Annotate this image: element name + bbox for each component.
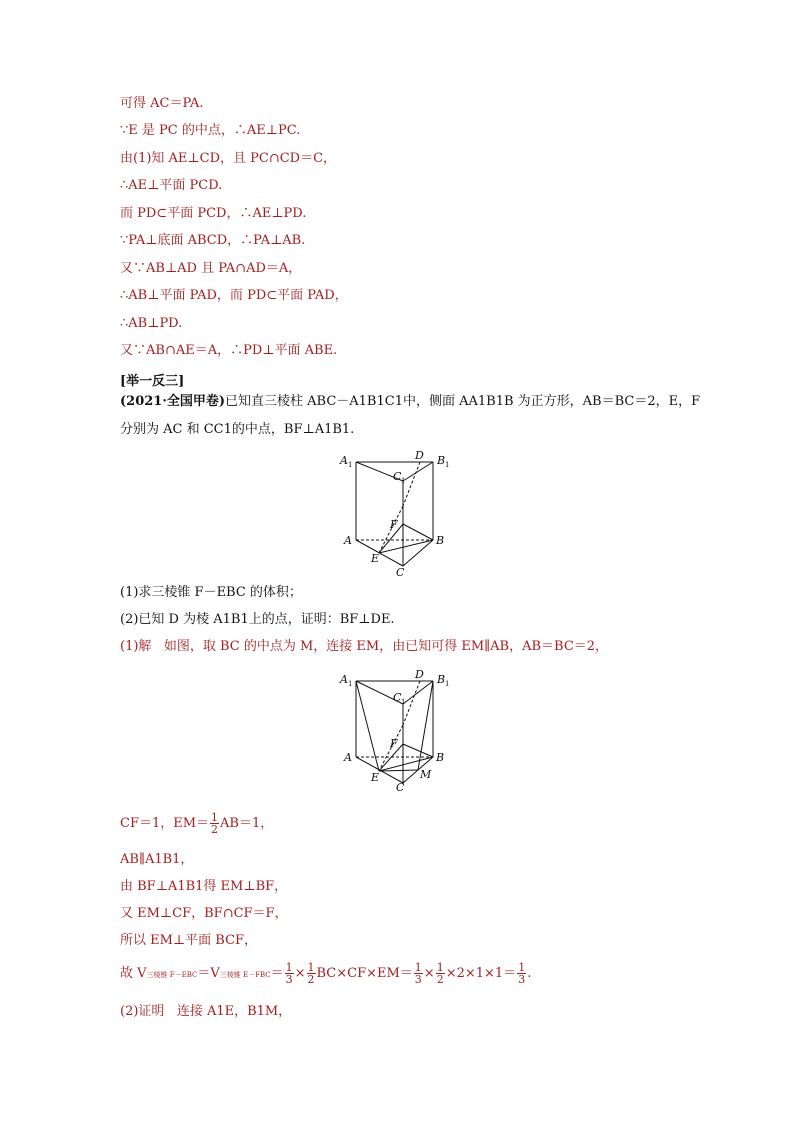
fraction-4-num: 1 [436, 961, 444, 974]
label-A: A [344, 751, 352, 764]
solution-1-text: 如图，取 BC 的中点为 M，连接 EM，由已知可得 EM∥AB，AB＝BC＝2， [163, 639, 609, 654]
edge-dc-hidden [403, 681, 420, 725]
label-C1: C [393, 691, 402, 704]
vol-sub2: 三棱锥 E－FBC [219, 971, 271, 979]
proof-line-9: ∴AB⊥PD. [120, 316, 183, 331]
label-B1: B [437, 673, 446, 686]
prism-figure-2 [338, 667, 456, 797]
volume-formula [120, 962, 531, 985]
label-A1: A [340, 454, 348, 467]
vol-x1: × [294, 966, 306, 981]
label-D: D [415, 668, 424, 681]
fraction-5-den: 3 [518, 973, 526, 986]
solution-1-head: (1)解 [120, 639, 152, 654]
label-A1-sub: 1 [348, 461, 353, 469]
label-C: C [396, 566, 405, 578]
vol-x2: × [423, 966, 435, 981]
question-1: (1)求三棱锥 F－EBC 的体积； [120, 585, 302, 600]
proof-line-3: 由(1)知 AE⊥CD，且 PC∩CD＝C， [120, 151, 337, 166]
solution-2-b: AB＝1， [220, 816, 274, 831]
label-B1: B [437, 454, 446, 467]
example-stem-2: 分别为 AC 和 CC1的中点，BF⊥A1B1. [120, 422, 355, 437]
fraction-half-num: 1 [211, 811, 219, 824]
edge-b1c1 [403, 462, 433, 481]
label-B: B [436, 751, 445, 764]
fraction-1-den: 3 [285, 973, 293, 986]
label-E: E [371, 552, 380, 565]
fraction-4-den: 2 [436, 973, 444, 986]
edge-dc-hidden [403, 462, 420, 506]
label-B1-sub: 1 [445, 680, 450, 688]
vol-sub1: 三棱锥 F－EBC [146, 971, 198, 979]
label-B1-sub: 1 [445, 461, 450, 469]
proof-line-7: 又∵AB⊥AD 且 PA∩AD＝A， [120, 261, 302, 276]
edge-fb [403, 744, 433, 757]
label-A1-sub: 1 [348, 680, 353, 688]
solution-4: 由 BF⊥A1B1得 EM⊥BF， [120, 879, 288, 894]
vol-tail: ×2×1×1＝ [445, 966, 517, 981]
vol-end: . [527, 966, 532, 981]
proof-line-5: 而 PD⊂平面 PCD，∴AE⊥PD. [120, 206, 307, 221]
fraction-2-den: 2 [307, 973, 315, 986]
proof-line-8: ∴AB⊥平面 PAD，而 PD⊂平面 PAD， [120, 288, 348, 303]
label-E: E [371, 771, 380, 784]
question-2: (2)已知 D 为棱 A1B1上的点，证明：BF⊥DE. [120, 612, 395, 627]
fraction-1 [285, 962, 294, 985]
label-A: A [344, 534, 352, 547]
solution-5: 又 EM⊥CF，BF∩CF＝F， [120, 906, 288, 921]
solution-1 [120, 638, 608, 656]
example-heading: [举一反三] [120, 374, 185, 389]
proof-line-4: ∴AE⊥平面 PCD. [120, 178, 223, 193]
label-A1: A [340, 673, 348, 686]
label-F: F [390, 518, 398, 531]
vol-eq2: ＝ [270, 966, 284, 981]
fraction-half-den: 2 [211, 823, 219, 836]
example-stem-1 [120, 393, 700, 411]
proof-line-10: 又∵AB∩AE＝A，∴PD⊥平面 ABE. [120, 343, 338, 358]
label-F: F [390, 737, 398, 750]
solution-8 [120, 1003, 291, 1021]
fraction-5 [517, 962, 526, 985]
label-C1-sub: 1 [401, 477, 406, 485]
solution-6: 所以 EM⊥平面 BCF， [120, 933, 258, 948]
fraction-3 [414, 962, 423, 985]
vol-mid: BC×CF×EM＝ [316, 966, 413, 981]
proof-line-1: 可得 AC＝PA. [120, 96, 204, 111]
fraction-1-num: 1 [285, 961, 293, 974]
solution-3: AB∥A1B1， [120, 852, 194, 867]
solution-2 [120, 812, 273, 835]
edge-b1c1 [403, 681, 433, 704]
proof-line-6: ∵PA⊥底面 ABCD，∴PA⊥AB. [120, 233, 306, 248]
fraction-5-num: 1 [518, 961, 526, 974]
vol-eq1: ＝V [197, 966, 220, 981]
fraction-3-num: 1 [414, 961, 422, 974]
label-M: M [420, 768, 432, 781]
example-source: (2021·全国甲卷) [120, 394, 226, 409]
fraction-3-den: 3 [414, 973, 422, 986]
prism-figure-1 [338, 448, 456, 578]
fraction-half [210, 812, 219, 835]
solution-8-head: (2)证明 [120, 1004, 165, 1019]
fraction-4 [436, 962, 445, 985]
label-C: C [396, 781, 405, 794]
solution-8-text: 连接 A1E，B1M， [176, 1004, 292, 1019]
example-stem-text-1: 已知直三棱柱 ABC－A1B1C1中，侧面 AA1B1B 为正方形，AB＝BC＝2，E，F [225, 394, 701, 409]
edge-em [379, 770, 418, 771]
fraction-2-num: 1 [307, 961, 315, 974]
label-C1-sub: 1 [401, 698, 406, 706]
label-C1: C [393, 470, 402, 483]
edge-fb [403, 524, 433, 540]
edge-b1m [418, 681, 433, 770]
label-D: D [415, 449, 424, 462]
label-B: B [436, 534, 445, 547]
vol-pre: 故 V [120, 966, 147, 981]
solution-2-a: CF＝1，EM＝ [120, 816, 210, 831]
proof-line-2: ∵E 是 PC 的中点，∴AE⊥PC. [120, 123, 301, 138]
fraction-2 [307, 962, 316, 985]
